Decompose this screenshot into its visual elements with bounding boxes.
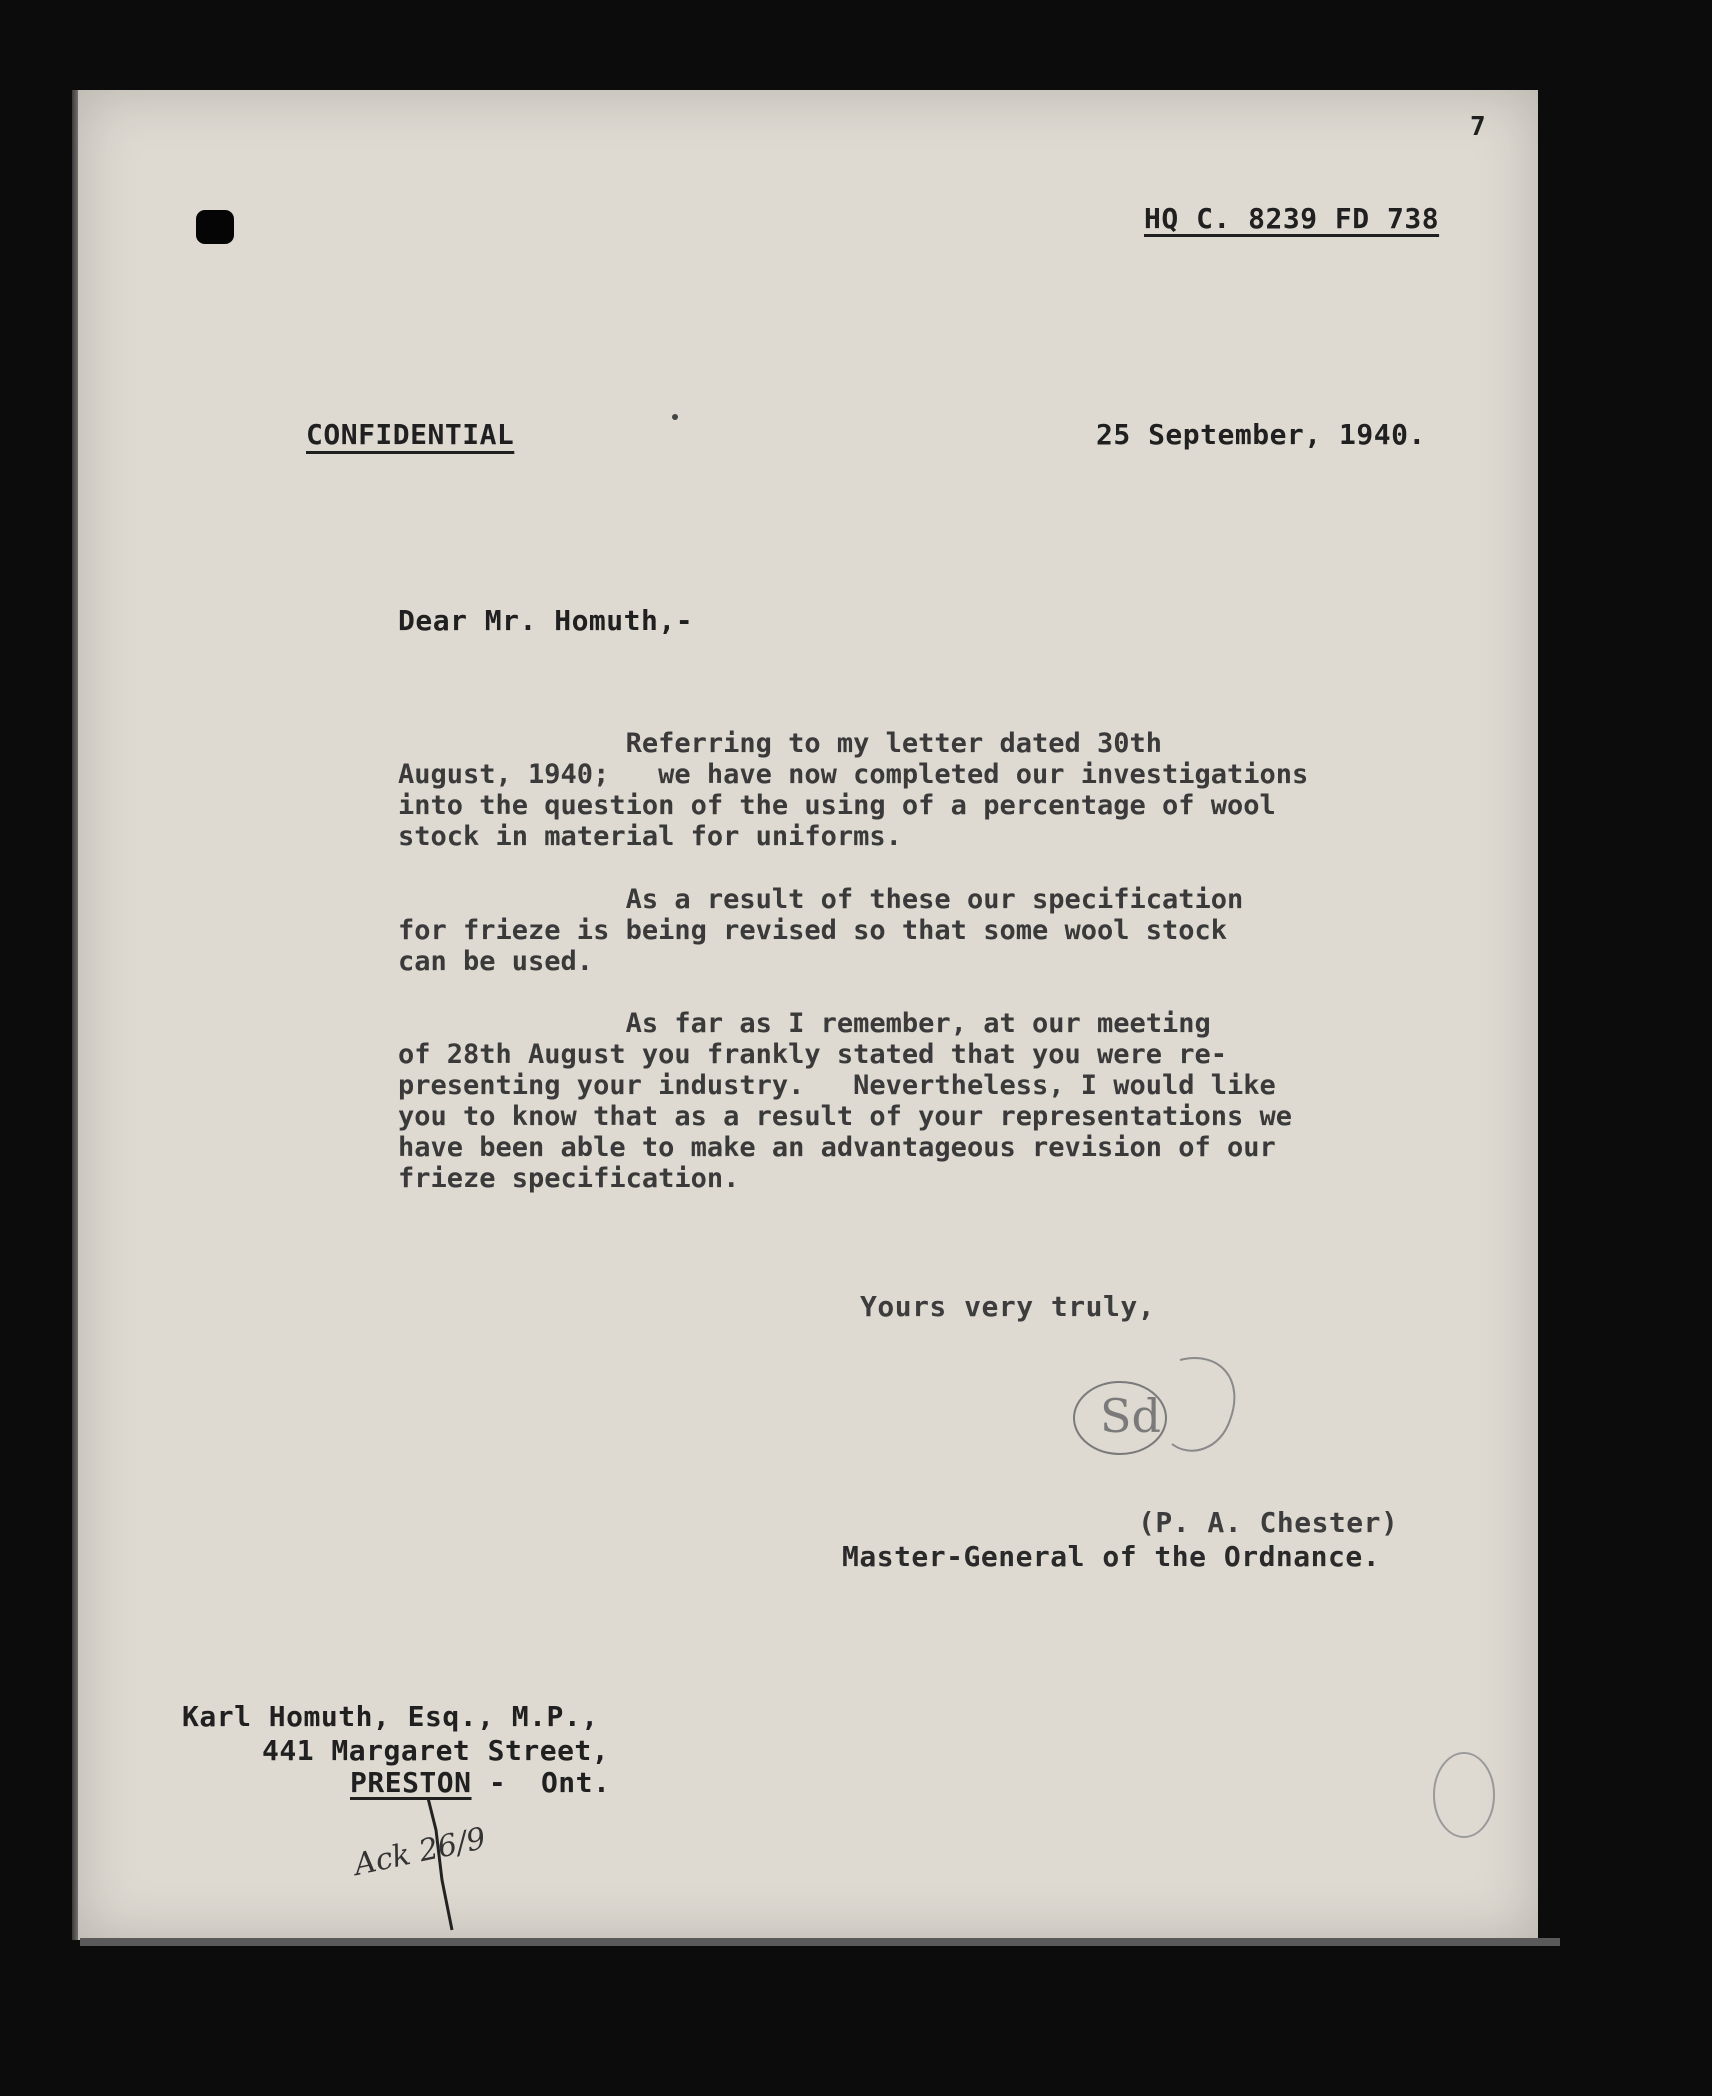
recipient-city: PRESTON xyxy=(350,1766,472,1799)
signer-name: (P. A. Chester) xyxy=(1138,1506,1399,1539)
body-paragraph-1: Referring to my letter dated 30th August, 1940; we have now completed our investigations into the question of the using of a percentage of wool stock in material for uniforms. xyxy=(398,728,1309,852)
punch-hole xyxy=(196,210,234,244)
recipient-name: Karl Homuth, Esq., M.P., xyxy=(182,1700,599,1733)
signature-mark xyxy=(1060,1340,1260,1470)
body-paragraph-2: As a result of these our specification for frieze is being revised so that some wool stock can be used. xyxy=(398,884,1244,977)
handwritten-annotation xyxy=(340,1790,500,1940)
folio-stamp xyxy=(1420,1740,1510,1850)
signer-title: Master-General of the Ordnance. xyxy=(842,1540,1381,1573)
page-mark: 7 xyxy=(1470,112,1487,142)
recipient-province: - Ont. xyxy=(471,1766,611,1799)
salutation: Dear Mr. Homuth,- xyxy=(398,604,694,637)
paper-bottom-edge xyxy=(80,1938,1560,1946)
file-reference: HQ C. 8239 FD 738 xyxy=(1144,202,1440,235)
recipient-street: 441 Margaret Street, xyxy=(262,1734,610,1767)
body-paragraph-3: As far as I remember, at our meeting of 28th August you frankly stated that you were re- presenting your industry. Nevertheless, I would like you to know that as a result of your representations we have been able to make an advantageous revision of our frieze specification. xyxy=(398,1008,1293,1194)
closing: Yours very truly, xyxy=(860,1290,1156,1323)
ink-speck xyxy=(672,414,678,420)
signature-initials: Sd xyxy=(1100,1389,1161,1443)
handwritten-note: Ack 26/9 xyxy=(351,1821,489,1884)
classification-label: CONFIDENTIAL xyxy=(306,418,515,451)
letter-date: 25 September, 1940. xyxy=(1096,418,1426,451)
